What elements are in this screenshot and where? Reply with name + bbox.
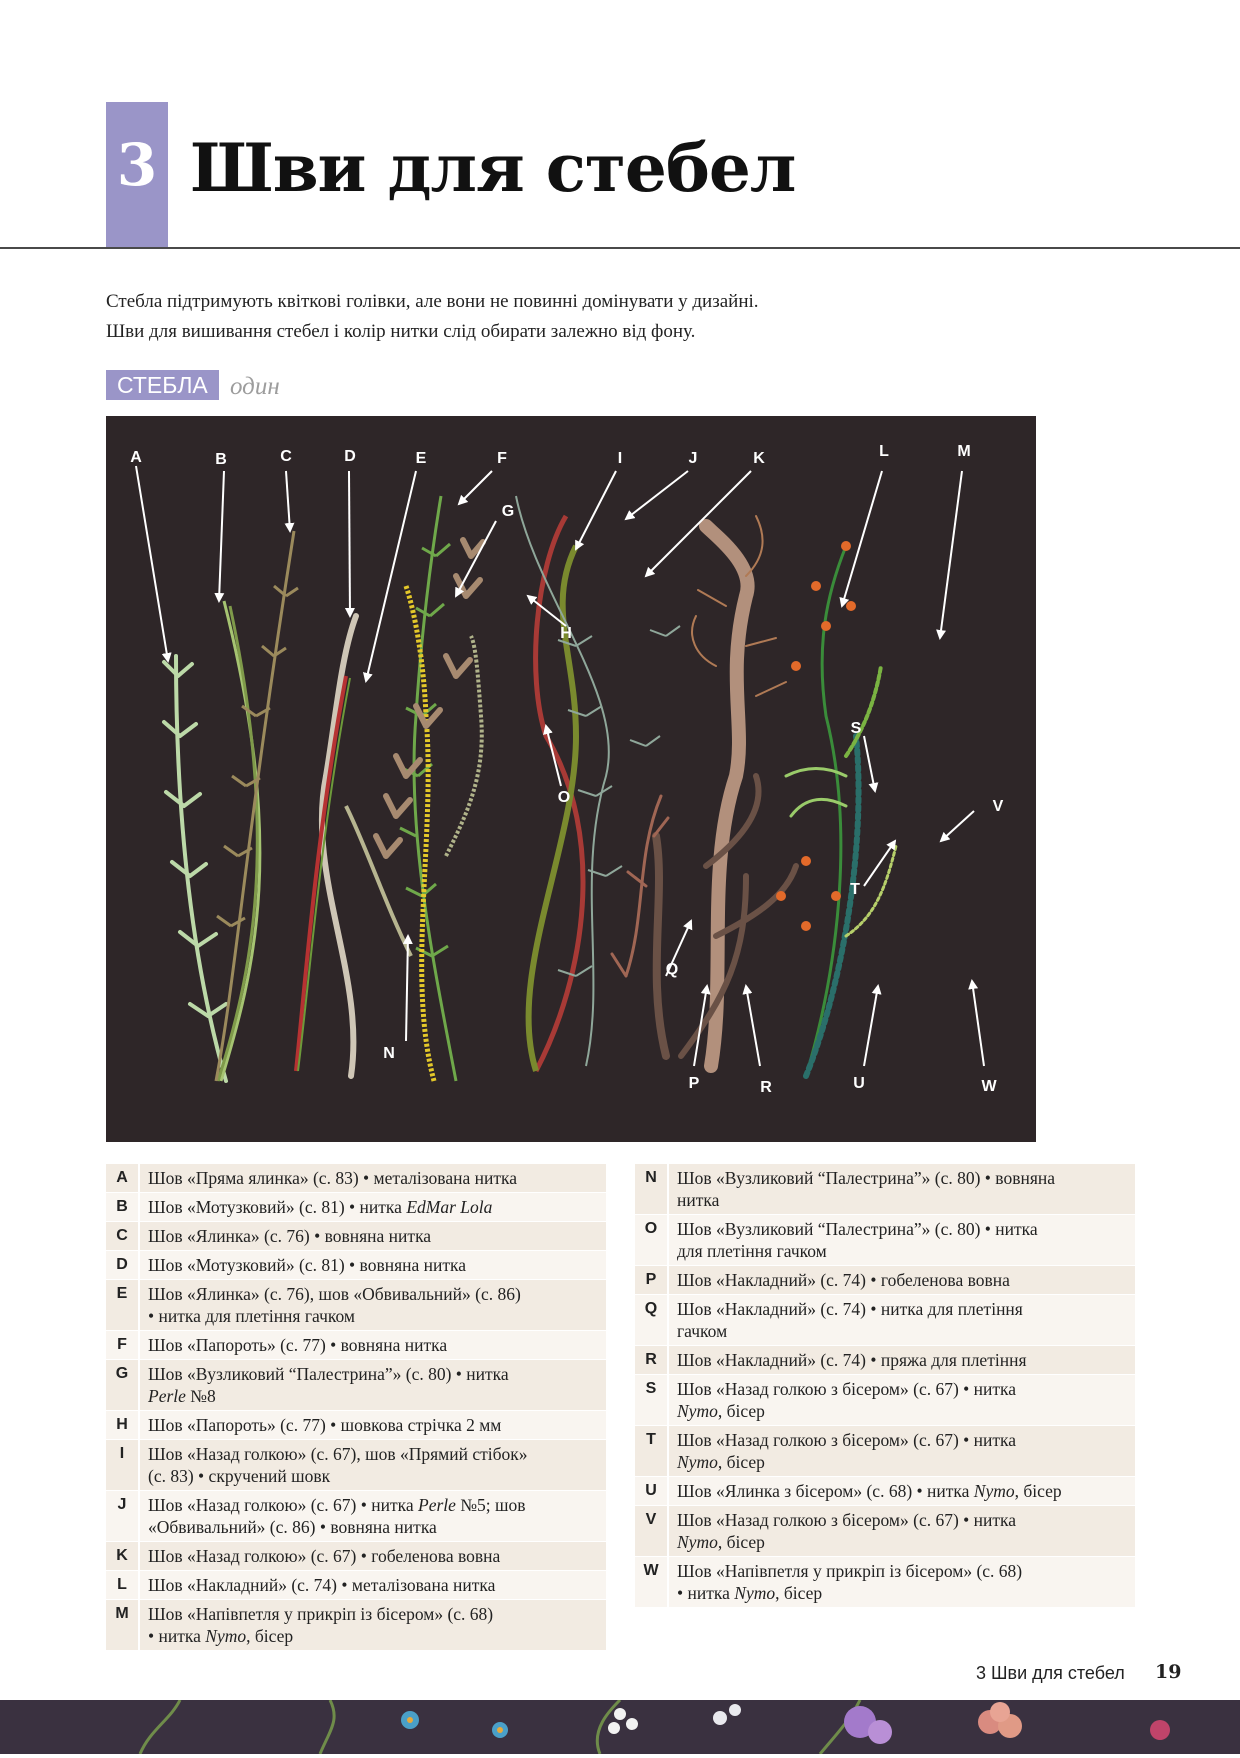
legend-row-l	[106, 1571, 606, 1600]
legend-key: S	[635, 1375, 669, 1426]
intro-text	[106, 287, 1106, 347]
label-n: N	[383, 1045, 395, 1062]
legend-description: Шов «Папороть» (с. 77) • шовкова стрічка 2 мм	[140, 1411, 606, 1440]
legend-key: F	[106, 1331, 140, 1360]
legend-key: G	[106, 1360, 140, 1411]
legend-description: Шов «Назад голкою» (с. 67) • гобеленова вовна	[140, 1542, 606, 1571]
label-g: G	[501, 503, 515, 520]
label-u: U	[853, 1075, 865, 1092]
legend-row-a	[106, 1164, 606, 1193]
legend-row-c	[106, 1222, 606, 1251]
label-j: J	[688, 450, 698, 467]
legend-key: R	[635, 1346, 669, 1375]
label-b: B	[215, 451, 227, 468]
label-q: Q	[665, 961, 679, 978]
legend-key: C	[106, 1222, 140, 1251]
legend-key: E	[106, 1280, 140, 1331]
label-o: O	[557, 789, 571, 806]
legend-description: Шов «Ялинка» (с. 76), шов «Обвивальний» (с. 86) • нитка для плетіння гачком	[140, 1280, 606, 1331]
label-f: F	[497, 450, 507, 467]
legend-description: Шов «Накладний» (с. 74) • металізована нитка	[140, 1571, 606, 1600]
label-h: H	[560, 625, 572, 642]
legend-description: Шов «Накладний» (с. 74) • пряжа для плетіння	[669, 1346, 1135, 1375]
legend-key: Q	[635, 1295, 669, 1346]
label-r: R	[760, 1079, 772, 1096]
legend-key: I	[106, 1440, 140, 1491]
legend-row-f	[106, 1331, 606, 1360]
label-k: K	[753, 450, 765, 467]
legend-description: Шов «Назад голкою» (с. 67) • нитка Perle №5; шов «Обвивальний» (с. 86) • вовняна нитка	[140, 1491, 606, 1542]
legend-description: Шов «Папороть» (с. 77) • вовняна нитка	[140, 1331, 606, 1360]
legend-row-n	[635, 1164, 1135, 1215]
title-divider	[0, 247, 1240, 249]
legend-row-p	[635, 1266, 1135, 1295]
legend-key: B	[106, 1193, 140, 1222]
legend-row-u	[635, 1477, 1135, 1506]
footer-chapter-ref: 3 Шви для стебел	[976, 1663, 1125, 1683]
legend-row-r	[635, 1346, 1135, 1375]
stitch-legend-right	[635, 1164, 1135, 1608]
legend-row-e	[106, 1280, 606, 1331]
legend-key: U	[635, 1477, 669, 1506]
label-d: D	[344, 448, 356, 465]
label-e: E	[415, 450, 427, 467]
legend-description: Шов «Назад голкою з бісером» (с. 67) • нитка Nymo, бісер	[669, 1375, 1135, 1426]
legend-key: D	[106, 1251, 140, 1280]
legend-description: Шов «Назад голкою з бісером» (с. 67) • нитка Nymo, бісер	[669, 1506, 1135, 1557]
label-m: M	[957, 443, 971, 460]
legend-key: J	[106, 1491, 140, 1542]
label-v: V	[992, 798, 1004, 815]
legend-description: Шов «Мотузковий» (с. 81) • вовняна нитка	[140, 1251, 606, 1280]
legend-description: Шов «Назад голкою з бісером» (с. 67) • нитка Nymo, бісер	[669, 1426, 1135, 1477]
legend-row-i	[106, 1440, 606, 1491]
legend-key: N	[635, 1164, 669, 1215]
legend-key: O	[635, 1215, 669, 1266]
label-i: I	[617, 450, 623, 467]
section-tag: СТЕБЛА	[106, 370, 219, 400]
legend-row-j	[106, 1491, 606, 1542]
legend-row-t	[635, 1426, 1135, 1477]
label-p: P	[688, 1075, 700, 1092]
stitch-legend-left	[106, 1164, 606, 1651]
section-subtitle: один	[230, 373, 280, 400]
legend-row-g	[106, 1360, 606, 1411]
legend-row-o	[635, 1215, 1135, 1266]
legend-description: Шов «Вузликовий “Палестрина”» (с. 80) • нитка для плетіння гачком	[669, 1215, 1135, 1266]
legend-description: Шов «Напівпетля у прикріп із бісером» (с. 68) • нитка Nymo, бісер	[140, 1600, 606, 1651]
legend-row-d	[106, 1251, 606, 1280]
legend-description: Шов «Вузликовий “Палестрина”» (с. 80) • нитка Perle №8	[140, 1360, 606, 1411]
label-s: S	[850, 720, 862, 737]
legend-row-k	[106, 1542, 606, 1571]
label-l: L	[879, 443, 889, 460]
legend-description: Шов «Пряма ялинка» (с. 83) • металізована нитка	[140, 1164, 606, 1193]
embroidery-photo	[106, 416, 1036, 1142]
chapter-number: 3	[116, 131, 158, 199]
page-title: Шви для стебел	[190, 129, 796, 207]
legend-row-v	[635, 1506, 1135, 1557]
legend-key: P	[635, 1266, 669, 1295]
legend-description: Шов «Накладний» (с. 74) • гобеленова вовна	[669, 1266, 1135, 1295]
legend-description: Шов «Ялинка» (с. 76) • вовняна нитка	[140, 1222, 606, 1251]
legend-row-s	[635, 1375, 1135, 1426]
legend-description: Шов «Накладний» (с. 74) • нитка для плетіння гачком	[669, 1295, 1135, 1346]
label-c: C	[280, 448, 292, 465]
legend-description: Шов «Напівпетля у прикріп із бісером» (с. 68) • нитка Nymo, бісер	[669, 1557, 1135, 1608]
label-t: T	[850, 881, 860, 898]
intro-line-1: Стебла підтримують квіткові голівки, але вони не повинні домінувати у дизайні.	[106, 291, 759, 312]
label-w: W	[981, 1078, 997, 1095]
label-a: A	[130, 449, 142, 466]
legend-row-b	[106, 1193, 606, 1222]
legend-description: Шов «Назад голкою» (с. 67), шов «Прямий стібок» (с. 83) • скручений шовк	[140, 1440, 606, 1491]
page-number: 19	[1155, 1661, 1182, 1683]
legend-row-w	[635, 1557, 1135, 1608]
legend-row-q	[635, 1295, 1135, 1346]
decorative-embroidery-strip	[0, 1700, 1240, 1754]
legend-key: V	[635, 1506, 669, 1557]
legend-key: W	[635, 1557, 669, 1608]
legend-key: L	[106, 1571, 140, 1600]
intro-line-2: Шви для вишивання стебел і колір нитки слід обирати залежно від фону.	[106, 321, 696, 342]
legend-description: Шов «Вузликовий “Палестрина”» (с. 80) • вовняна нитка	[669, 1164, 1135, 1215]
legend-row-h	[106, 1411, 606, 1440]
legend-description: Шов «Ялинка з бісером» (с. 68) • нитка Nymo, бісер	[669, 1477, 1135, 1506]
legend-key: T	[635, 1426, 669, 1477]
legend-key: K	[106, 1542, 140, 1571]
legend-row-m	[106, 1600, 606, 1651]
legend-key: M	[106, 1600, 140, 1651]
legend-key: H	[106, 1411, 140, 1440]
legend-description: Шов «Мотузковий» (с. 81) • нитка EdMar Lola	[140, 1193, 606, 1222]
legend-key: A	[106, 1164, 140, 1193]
